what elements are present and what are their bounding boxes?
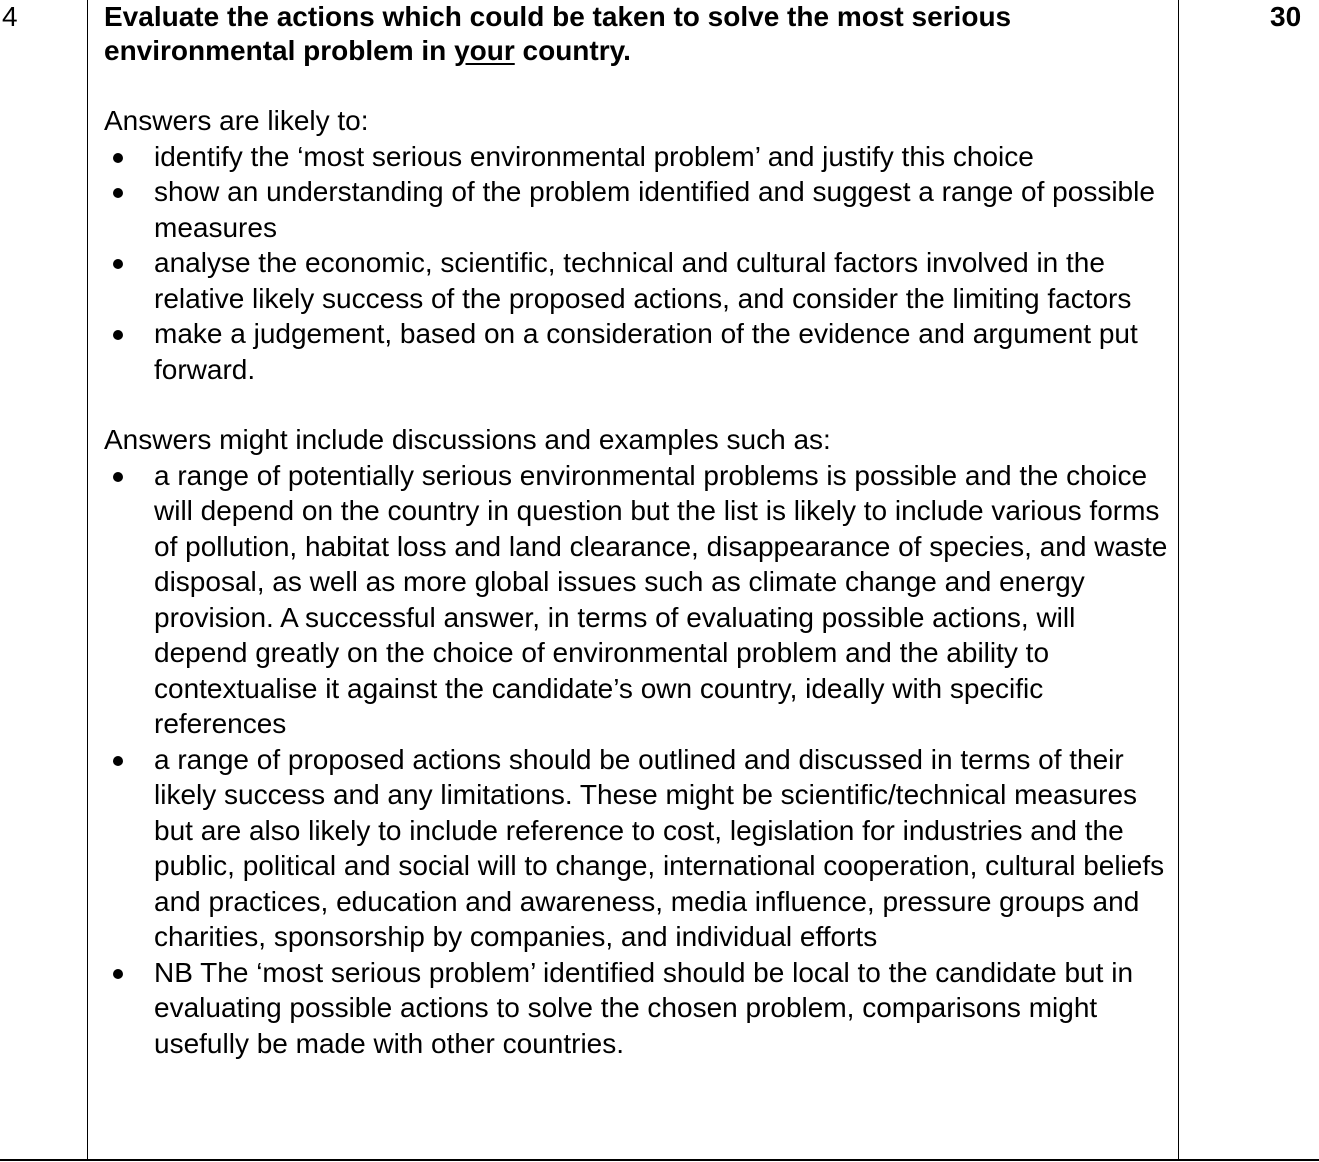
list-item [104, 139, 1169, 175]
list-item-text: analyse the economic, scientific, technical and cultural factors involved in the relative likely success of the proposed actions, and consider the limiting factors [154, 247, 1132, 314]
likely-answers-list [104, 139, 1169, 388]
bullet-icon [113, 188, 123, 198]
question-number: 4 [2, 1, 18, 32]
likely-answers-intro: Answers are likely to: [104, 105, 369, 136]
list-item [104, 174, 1169, 245]
list-item-text: NB The ‘most serious problem’ identified should be local to the candidate but in evaluating possible actions to solve the chosen problem, comparisons might usefully be made with other countries. [154, 956, 1134, 1059]
row-bottom-border [0, 1159, 1319, 1161]
list-item [104, 245, 1169, 316]
bullet-icon [113, 969, 123, 979]
answer-guidance-cell [104, 0, 1169, 1061]
list-item [104, 316, 1169, 387]
list-item-text: make a judgement, based on a consideration of the evidence and argument put forward. [154, 318, 1138, 385]
list-item [104, 458, 1169, 742]
column-divider-right [1178, 0, 1179, 1160]
bullet-icon [113, 472, 123, 482]
marks-value: 30 [1270, 1, 1302, 32]
question-text-post: country. [514, 35, 631, 66]
list-item-text: a range of proposed actions should be outlined and discussed in terms of their likely success and any limitations. These might be scientific/technical measures but are also likely to include reference to cost, legislation for industries and the public, political and social will to change, international cooperation, cultural beliefs and practices, education and awareness, media influence, pressure groups and charities, sponsorship by companies, and individual efforts [154, 743, 1165, 952]
examples-list [104, 458, 1169, 1062]
column-divider-left [87, 0, 88, 1160]
bullet-icon [113, 259, 123, 269]
list-item-text: identify the ‘most serious environmental problem’ and justify this choice [154, 140, 1034, 172]
bullet-icon [113, 756, 123, 766]
question-text-pre: Evaluate the actions which could be taken to solve the most serious environmental problem in [104, 1, 1012, 66]
question-text-underlined: your [454, 35, 515, 66]
list-item [104, 742, 1169, 955]
question-text [104, 0, 1169, 68]
list-item-text: show an understanding of the problem identified and suggest a range of possible measures [154, 176, 1155, 243]
bullet-icon [113, 153, 123, 163]
list-item-text: a range of potentially serious environmental problems is possible and the choice will depend on the country in question but the list is likely to include various forms of pollution, habitat loss and land clearance, disappearance of species, and waste disposal, as well as more global issues such as climate change and energy provision. A successful answer, in terms of evaluating possible actions, will depend greatly on the choice of environmental problem and the ability to contextualise it against the candidate’s own country, ideally with specific references [154, 459, 1168, 739]
list-item [104, 955, 1169, 1062]
examples-intro: Answers might include discussions and examples such as: [104, 424, 831, 455]
bullet-icon [113, 330, 123, 340]
